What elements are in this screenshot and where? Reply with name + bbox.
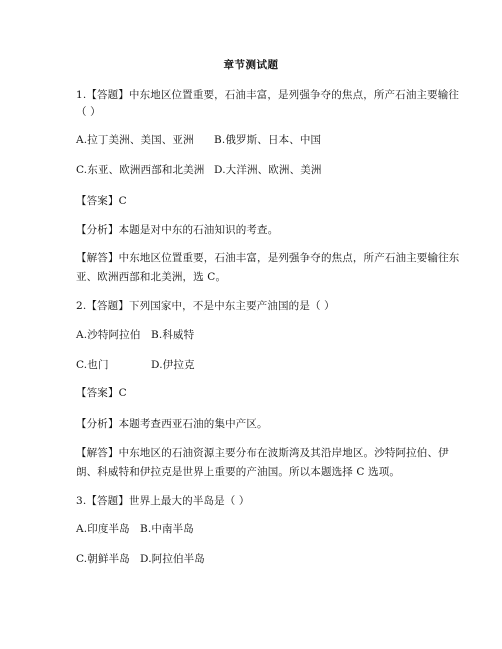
q2-explain-line2: 朗、科威特和伊拉克是世界上重要的产油国。所以本题选择 C 选项。	[76, 466, 401, 478]
q2-explain-line1: 【解答】中东地区的石油资源主要分布在波斯湾及其沿岸地区。沙特阿拉伯、伊	[76, 447, 449, 459]
q3-option-d: D.阿拉伯半岛	[140, 553, 205, 565]
q1-option-c: C.东亚、欧洲西部和北美洲	[76, 164, 205, 176]
q2-option-a: A.沙特阿拉伯	[76, 329, 141, 341]
q1-explain-line1: 【解答】中东地区位置重要，石油丰富，是列强争夺的焦点，所产石油主要输往东	[76, 252, 460, 264]
q2-analysis: 【分析】本题考查西亚石油的集中产区。	[76, 418, 268, 430]
q1-stem-line2: （ ）	[76, 106, 101, 118]
q1-analysis: 【分析】本题是对中东的石油知识的考查。	[76, 224, 279, 236]
q2-option-d: D.伊拉克	[151, 359, 195, 371]
q3-option-b: B.中南半岛	[140, 523, 194, 535]
q3-option-c: C.朝鲜半岛	[76, 553, 130, 565]
q1-stem-line1: 1.【答题】中东地区位置重要，石油丰富，是列强争夺的焦点，所产石油主要输往	[76, 89, 460, 101]
q1-option-row-1	[76, 133, 194, 147]
q2-answer: 【答案】C	[76, 387, 127, 399]
q1-option-b: B.俄罗斯、日本、中国	[214, 134, 322, 146]
q2-stem: 2.【答题】下列国家中，不是中东主要产油国的是（ ）	[76, 300, 335, 312]
page-title: 章节测试题	[223, 59, 279, 71]
q1-option-a: A.拉丁美洲、美国、亚洲	[76, 134, 194, 146]
q3-stem: 3.【答题】世界上最大的半岛是（ ）	[76, 495, 250, 507]
q2-option-c: C.也门	[76, 359, 109, 371]
q2-option-b: B.科威特	[151, 329, 195, 341]
q3-option-a: A.印度半岛	[76, 523, 130, 535]
q1-explain-line2: 亚、欧洲西部和北美洲，选 C。	[76, 271, 227, 283]
q1-answer: 【答案】C	[76, 195, 127, 207]
q1-option-d: D.大洋洲、欧洲、美洲	[214, 164, 322, 176]
